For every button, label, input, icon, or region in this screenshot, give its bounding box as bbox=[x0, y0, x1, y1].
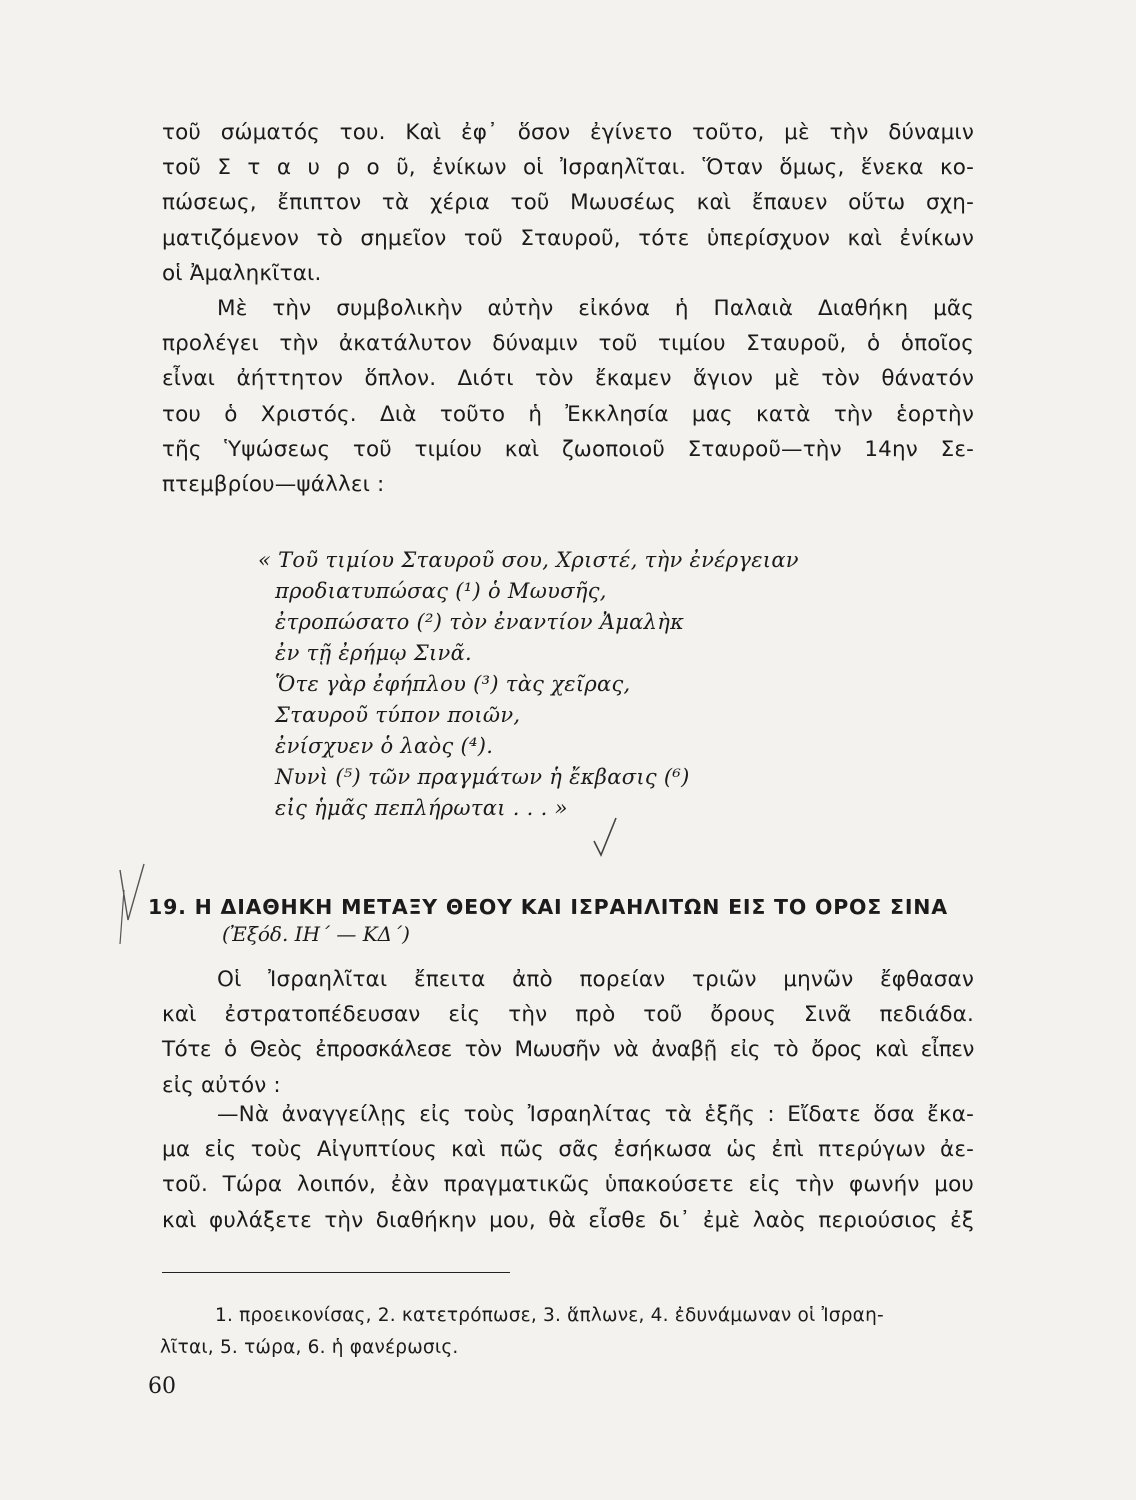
hymn-line: ἐτροπώσατο (²) τὸν ἐναντίον Ἀμαλὴκ bbox=[275, 610, 685, 634]
footnote-line: 1. προεικονίσας, 2. κατετρόπωσε, 3. ἅπλωνε, 4. ἐδυνάμωναν οἱ Ἰσραη- bbox=[215, 1305, 884, 1326]
text-line: Τότε ὁ Θεὸς ἐπροσκάλεσε τὸν Μωυσῆν νὰ ἀναβῇ εἰς τὸ ὄρος καὶ εἶπεν bbox=[162, 1037, 974, 1063]
paragraph-2 bbox=[162, 291, 974, 502]
hymn-line: Ὅτε γὰρ ἐφήπλου (³) τὰς χεῖρας, bbox=[275, 672, 631, 696]
hymn-line: ἐνίσχυεν ὁ λαὸς (⁴). bbox=[275, 734, 494, 758]
text-line: τοῦ σώματός του. Καὶ ἐφ᾽ ὅσον ἐγίνετο τοῦτο, μὲ τὴν δύναμιν bbox=[162, 120, 974, 145]
hymn-quotation bbox=[258, 545, 978, 824]
footnotes bbox=[160, 1300, 975, 1364]
section-heading: 19. Η ΔΙΑΘΗΚΗ ΜΕΤΑΞΥ ΘΕΟΥ ΚΑΙ ΙΣΡΑΗΛΙΤΩΝ ΕΙΣ ΤΟ ΟΡΟΣ ΣΙΝΑ bbox=[148, 895, 948, 919]
text-line: τοῦ Σ τ α υ ρ ο ῦ, ἐνίκων οἱ Ἰσραηλῖται. Ὅταν ὅμως, ἕνεκα κο- bbox=[162, 155, 974, 181]
text-line: καὶ ἐστρατοπέδευσαν εἰς τὴν πρὸ τοῦ ὄρους Σινᾶ πεδιάδα. bbox=[162, 1002, 974, 1028]
text-line: εἶναι ἀήττητον ὅπλον. Διότι τὸν ἔκαμεν ἅγιον μὲ τὸν θάνατόν bbox=[162, 366, 974, 392]
footnote-divider bbox=[162, 1272, 510, 1273]
text-line: εἰς αὐτόν : bbox=[162, 1072, 281, 1098]
hymn-line: εἰς ἡμᾶς πεπλήρωται . . . » bbox=[275, 796, 568, 820]
hymn-line: Νυνὶ (⁵) τῶν πραγμάτων ἡ ἔκβασις (⁶) bbox=[275, 765, 690, 789]
hymn-line: ἐν τῇ ἐρήμῳ Σινᾶ. bbox=[275, 641, 473, 665]
paragraph-3 bbox=[162, 962, 974, 1103]
text-line: πτεμβρίου—ψάλλει : bbox=[162, 472, 385, 498]
text-line: Οἱ Ἰσραηλῖται ἔπειτα ἀπὸ πορείαν τριῶν μηνῶν ἔφθασαν bbox=[217, 967, 974, 992]
text-line: τῆς Ὑψώσεως τοῦ τιμίου καὶ ζωοποιοῦ Σταυροῦ—τὴν 14ην Σε- bbox=[162, 436, 974, 462]
paragraph-4 bbox=[162, 1097, 974, 1238]
text-line: καὶ φυλάξετε τὴν διαθήκην μου, θὰ εἶσθε δι᾽ ἐμὲ λαὸς περιούσιος ἐξ bbox=[162, 1207, 974, 1233]
text-line: του ὁ Χριστός. Διὰ τοῦτο ἡ Ἐκκλησία μας κατὰ τὴν ἑορτὴν bbox=[162, 401, 974, 427]
text-line: τοῦ. Τώρα λοιπόν, ἐὰν πραγματικῶς ὑπακούσετε εἰς τὴν φωνήν μου bbox=[162, 1172, 974, 1198]
text-line: ματιζόμενον τὸ σημεῖον τοῦ Σταυροῦ, τότε ὑπερίσχυον καὶ ἐνίκων bbox=[162, 225, 974, 251]
section-reference: (Ἐξόδ. ΙΗ΄ — ΚΔ΄) bbox=[222, 922, 410, 946]
text-line: Μὲ τὴν συμβολικὴν αὐτὴν εἰκόνα ἡ Παλαιὰ Διαθήκη μᾶς bbox=[217, 296, 974, 321]
pencil-check-mark-icon bbox=[590, 815, 620, 860]
hymn-line: Σταυροῦ τύπον ποιῶν, bbox=[275, 703, 521, 727]
hymn-line: προδιατυπώσας (¹) ὁ Μωυσῆς, bbox=[275, 579, 607, 603]
text-line: πώσεως, ἔπιπτον τὰ χέρια τοῦ Μωυσέως καὶ ἔπαυεν οὕτω σχη- bbox=[162, 190, 974, 216]
footnote-line: λῖται, 5. τώρα, 6. ἡ φανέρωσις. bbox=[160, 1337, 459, 1358]
text-line: προλέγει τὴν ἀκατάλυτον δύναμιν τοῦ τιμίου Σταυροῦ, ὁ ὁποῖος bbox=[162, 331, 974, 357]
paragraph-1 bbox=[162, 115, 974, 291]
hymn-line: « Τοῦ τιμίου Σταυροῦ σου, Χριστέ, τὴν ἐνέργειαν bbox=[258, 548, 799, 572]
text-line: μα εἰς τοὺς Αἰγυπτίους καὶ πῶς σᾶς ἐσήκωσα ὡς ἐπὶ πτερύγων ἀε- bbox=[162, 1137, 974, 1163]
text-line: οἱ Ἀμαληκῖται. bbox=[162, 260, 322, 286]
text-line: —Νὰ ἀναγγείλῃς εἰς τοὺς Ἰσραηλίτας τὰ ἑξῆς : Εἴδατε ὅσα ἔκα- bbox=[217, 1102, 974, 1127]
page-number: 60 bbox=[148, 1374, 176, 1399]
